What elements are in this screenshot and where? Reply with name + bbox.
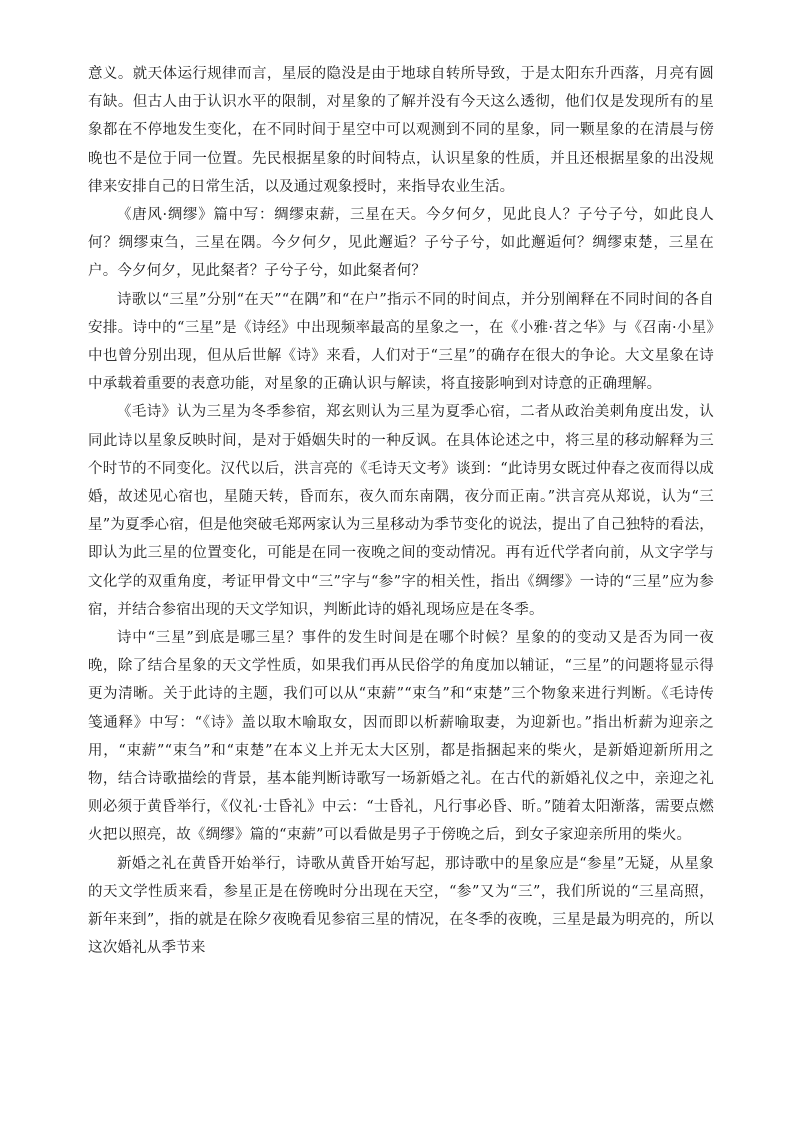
paragraph-5: 诗中“三星”到底是哪三星？事件的发生时间是在哪个时候？星象的的变动又是否为同一夜晚，除了结合星象的天文学性质，如果我们再从民俗学的角度加以辅证，“三星”的问题将显示得更为清晰。关于此诗的主题，我们可以从“束薪”“束刍”和“束楚”三个物象来进行判断。《毛诗传笺通释》中写：“《诗》盖以取木喻取女，因而即以析薪喻取妻，为迎新也。”指出析薪为迎亲之用，“束薪”“束刍”和“束楚”在本义上并无太大区别，都是指捆起来的柴火，是新婚迎新所用之物，结合诗歌描绘的背景，基本能判断诗歌写一场新婚之礼。在古代的新婚礼仪之中，亲迎之礼则必须于黄昏举行，《仪礼·士昏礼》中云：“士昏礼，凡行事必昏、昕。”随着太阳渐落，需要点燃火把以照亮，故《绸缪》篇的“束薪”可以看做是男子于傍晚之后，到女子家迎亲所用的柴火。 bbox=[88, 630, 714, 844]
paragraph-4: 《毛诗》认为三星为冬季参宿，郑玄则认为三星为夏季心宿，二者从政治美刺角度出发，认同此诗以星象反映时间，是对于婚姻失时的一种反讽。在具体论述之中，将三星的移动解释为三个时节的不同变化。汉代以后，洪言亮的《毛诗天文考》谈到：“此诗男女既过仲春之夜而得以成婚，故述见心宿也，星随天转，昏而东，夜久而东南隅，夜分而正南。”洪言亮从郑说，认为“三星”为夏季心宿，但是他突破毛郑两家认为三星移动为季节变化的说法，提出了自己独特的看法，即认为此三星的位置变化，可能是在同一夜晚之间的变动情况。再有近代学者向前，从文字学与文化学的双重角度，考证甲骨文中“三”字与“参”字的相关性，指出《绸缪》一诗的“三星”应为参宿，并结合参宿出现的天文学知识，判断此诗的婚礼现场应是在冬季。 bbox=[88, 404, 714, 618]
paragraph-2: 《唐风·绸缪》篇中写：绸缪束薪，三星在天。今夕何夕，见此良人？子兮子兮，如此良人何？绸缪束刍，三星在隅。今夕何夕，见此邂逅？子兮子兮，如此邂逅何？绸缪束楚，三星在户。今夕何夕，见此粲者？子兮子兮，如此粲者何？ bbox=[88, 207, 714, 280]
document-page bbox=[88, 60, 714, 963]
paragraph-3: 诗歌以“三星”分别“在天”“在隅”和“在户”指示不同的时间点，并分别阐释在不同时间的各自安排。诗中的“三星”是《诗经》中出现频率最高的星象之一，在《小雅·苕之华》与《召南·小星》中也曾分别出现，但从后世解《诗》来看，人们对于“三星”的确存在很大的争论。大文星象在诗中承载着重要的表意功能，对星象的正确认识与解读，将直接影响到对诗意的正确理解。 bbox=[88, 291, 714, 393]
paragraph-1: 意义。就天体运行规律而言，星辰的隐没是由于地球自转所导致，于是太阳东升西落，月亮有圆有缺。但古人由于认识水平的限制，对星象的了解并没有今天这么透彻，他们仅是发现所有的星象都在不停地发生变化，在不同时间于星空中可以观测到不同的星象，同一颗星象的在清晨与傍晚也不是位于同一位置。先民根据星象的时间特点，认识星象的性质，并且还根据星象的出没规律来安排自己的日常生活，以及通过观象授时，来指导农业生活。 bbox=[88, 66, 714, 195]
paragraph-6: 新婚之礼在黄昏开始举行，诗歌从黄昏开始写起，那诗歌中的星象应是“参星”无疑，从星象的天文学性质来看，参星正是在傍晚时分出现在天空，“参”又为“三”，我们所说的“三星高照，新年来到”，指的就是在除夕夜晚看见参宿三星的情况，在冬季的夜晚，三星是最为明亮的，所以这次婚礼从季节来 bbox=[88, 855, 714, 957]
